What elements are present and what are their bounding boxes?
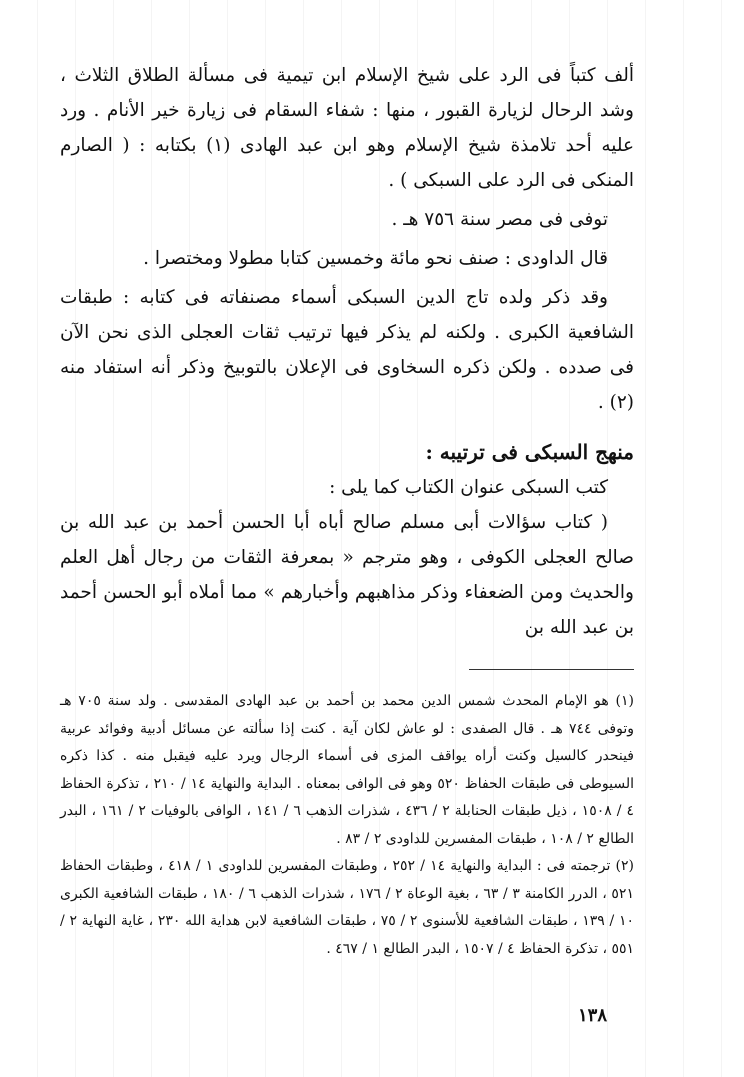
- section-heading: منهج السبكى فى ترتيبه :: [425, 440, 634, 464]
- body-paragraph-1: ألف كتباً فى الرد على شيخ الإسلام ابن تيمية فى مسألة الطلاق الثلاث ، وشد الرحال لزيارة القبور ، منها : شفاء السقام فى زيارة خير الأنام . ورد عليه أحد تلامذة شيخ الإسلام وهو ابن عبد الهادى (١) بكتابه : ( الصارم المنكى فى الرد على السبكى ) .: [60, 65, 634, 191]
- body-paragraph-3: قال الداودى : صنف نحو مائة وخمسين كتابا مطولا ومختصرا .: [143, 248, 608, 269]
- footnote-divider: [469, 669, 634, 670]
- footnote-2: (٢) ترجمته فى : البداية والنهاية ١٤ / ٢٥٢ ، وطبقات المفسرين للداودى ١ / ٤١٨ ، وطبقات الحفاظ ٥٢١ ، الدرر الكامنة ٣ / ٦٣ ، بغية الوعاة ٢ / ١٧٦ ، شذرات الذهب ٦ / ١٨٠ ، طبقات الشافعية الكبرى ١٠ / ١٣٩ ، طبقات الشافعية للأسنوى ٢ / ٧٥ ، طبقات الشافعية لابن هداية الله ٢٣٠ ، غاية النهاية ٢ / ٥٥١ ، تذكرة الحفاظ ٤ / ١٥٠٧ ، البدر الطالع ١ / ٤٦٧ .: [60, 858, 635, 957]
- body-paragraph-2: توفى فى مصر سنة ٧٥٦ هـ .: [391, 209, 608, 230]
- document-page: [60, 58, 634, 1037]
- section-paragraph: ( كتاب سؤالات أبى مسلم صالح أباه أبا الحسن أحمد بن عبد الله بن صالح العجلى الكوفى ، وهو مترجم « بمعرفة الثقات من رجال أهل العلم والحديث ومن الضعفاء وذكر مذاهبهم وأخبارهم » مما أملاه أبو الحسن أحمد بن عبد الله بن: [60, 512, 634, 638]
- page-number: ١٣٨: [578, 1005, 608, 1026]
- body-paragraph-4: وقد ذكر ولده تاج الدين السبكى أسماء مصنفاته فى كتابه : طبقات الشافعية الكبرى . ولكنه لم يذكر فيها ترتيب ثقات العجلى الذى نحن الآن فى صدده . ولكن ذكره السخاوى فى الإعلان بالتوبيخ وذكر أنه استفاد منه (٢) .: [60, 287, 634, 413]
- footnote-1: (١) هو الإمام المحدث شمس الدين محمد بن أحمد بن عبد الهادى المقدسى . ولد سنة ٧٠٥ هـ وتوفى ٧٤٤ هـ . قال الصفدى : لو عاش لكان آية . كنت إذا سألته عن مسائل أدبية وفوائد عربية فينحدر كالسيل وكنت أراه يواقف المزى فى أسماء الرجال ويرد عليه فيقبل منه . كذا ذكره السيوطى فى طبقات الحفاظ ٥٢٠ وهو فى الوافى بمعناه . البداية والنهاية ١٤ / ٢١٠ ، تذكرة الحفاظ ٤ / ١٥٠٨ ، ذيل طبقات الحنابلة ٢ / ٤٣٦ ، شذرات الذهب ٦ / ١٤١ ، الوافى بالوفيات ٢ / ١٦١ ، البدر الطالع ٢ / ١٠٨ ، طبقات المفسرين للداودى ٢ / ٨٣ .: [60, 693, 635, 847]
- section-intro: كتب السبكى عنوان الكتاب كما يلى :: [329, 477, 608, 498]
